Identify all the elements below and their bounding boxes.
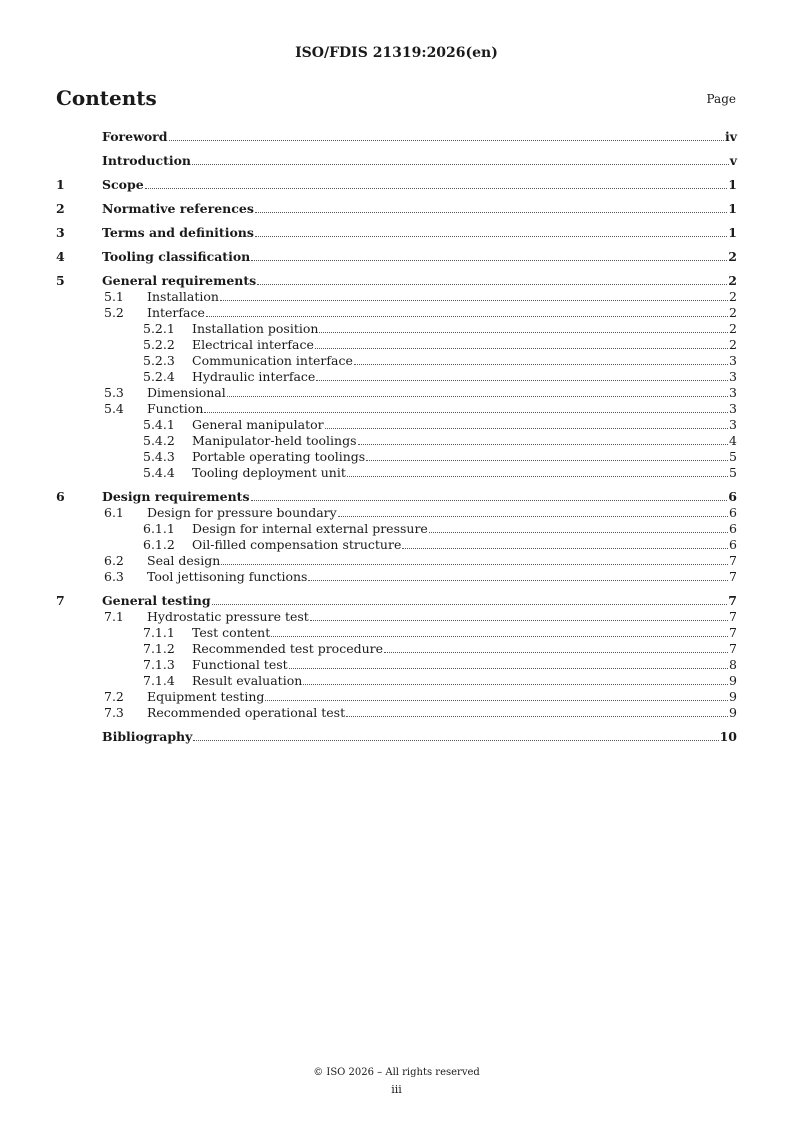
dot-leader <box>325 428 728 429</box>
dot-leader <box>402 548 728 549</box>
dot-leader <box>265 700 728 701</box>
dot-leader <box>271 636 728 637</box>
toc-entry-title: Recommended test procedure <box>192 641 384 656</box>
toc-entry-title: Recommended operational test <box>147 705 346 720</box>
toc-entry-page: 2 <box>728 249 737 264</box>
toc-entry-page: 2 <box>729 305 737 320</box>
toc-entry[interactable] <box>56 729 737 745</box>
toc-entry-page: v <box>729 153 737 168</box>
toc-entry-number: 6.2 <box>104 553 124 568</box>
dot-leader <box>257 284 727 285</box>
toc-entry-page: 5 <box>729 449 737 464</box>
dot-leader <box>316 380 728 381</box>
toc-entry-title: Foreword <box>102 129 168 144</box>
toc-entry-title: Test content <box>192 625 271 640</box>
toc-entry-title: Tooling deployment unit <box>192 465 346 480</box>
toc-entry-number: 5.4.1 <box>143 417 175 432</box>
toc-entry-number: 6.1 <box>104 505 124 520</box>
toc-entry-page: 1 <box>728 201 737 216</box>
toc-entry-number: 4 <box>56 249 65 264</box>
toc-entry[interactable] <box>56 689 737 705</box>
dot-leader <box>255 212 727 213</box>
toc-entry[interactable] <box>56 273 737 289</box>
toc-entry[interactable] <box>56 553 737 569</box>
dot-leader <box>347 476 728 477</box>
dot-leader <box>204 412 728 413</box>
toc-entry-page: 5 <box>729 465 737 480</box>
toc-entry-page: 9 <box>729 705 737 720</box>
toc-entry-page: 6 <box>729 537 737 552</box>
toc-entry-page: 7 <box>729 625 737 640</box>
toc-entry[interactable] <box>56 177 737 193</box>
toc-entry-number: 5.4.4 <box>143 465 175 480</box>
toc-entry-page: iv <box>724 129 737 144</box>
toc-entry-number: 2 <box>56 201 65 216</box>
toc-entry-page: 2 <box>729 289 737 304</box>
toc-entry-number: 6.1.2 <box>143 537 175 552</box>
toc-entry-page: 9 <box>729 673 737 688</box>
dot-leader <box>220 300 728 301</box>
toc-entry-title: Functional test <box>192 657 288 672</box>
toc-entry-number: 7 <box>56 593 65 608</box>
toc-entry[interactable] <box>56 417 737 433</box>
page-column-label: Page <box>706 92 736 106</box>
toc-entry-number: 5.2.2 <box>143 337 175 352</box>
dot-leader <box>358 444 729 445</box>
toc-entry-page: 7 <box>729 569 737 584</box>
toc-entry-title: Manipulator-held toolings <box>192 433 357 448</box>
toc-entry-page: 9 <box>729 689 737 704</box>
dot-leader <box>251 260 727 261</box>
toc-entry-title: Scope <box>102 177 144 192</box>
toc-entry-number: 3 <box>56 225 65 240</box>
toc-entry-number: 7.3 <box>104 705 124 720</box>
dot-leader <box>310 620 728 621</box>
toc-entry-number: 7.1 <box>104 609 124 624</box>
dot-leader <box>206 316 728 317</box>
dot-leader <box>429 532 728 533</box>
dot-leader <box>255 236 727 237</box>
dot-leader <box>221 564 728 565</box>
toc-entry-number: 7.1.1 <box>143 625 175 640</box>
toc-entry[interactable] <box>56 129 737 145</box>
toc-entry-page: 7 <box>728 593 737 608</box>
toc-entry-title: Hydrostatic pressure test <box>147 609 309 624</box>
dot-leader <box>145 188 728 189</box>
page-number: iii <box>391 1083 402 1096</box>
toc-entry[interactable] <box>56 369 737 385</box>
toc-entry-page: 6 <box>729 505 737 520</box>
toc-entry-number: 5.2.1 <box>143 321 175 336</box>
toc-entry-page: 7 <box>729 609 737 624</box>
toc-entry-title: General testing <box>102 593 211 608</box>
dot-leader <box>338 516 728 517</box>
toc-entry-title: Design requirements <box>102 489 250 504</box>
toc-entry-title: Bibliography <box>102 729 193 744</box>
toc-entry[interactable] <box>56 249 737 265</box>
toc-entry-number: 7.1.2 <box>143 641 175 656</box>
dot-leader <box>308 580 728 581</box>
toc-entry-number: 5.2.3 <box>143 353 175 368</box>
toc-entry[interactable] <box>56 401 737 417</box>
toc-entry[interactable] <box>56 505 737 521</box>
toc-entry-number: 7.2 <box>104 689 124 704</box>
toc-entry[interactable] <box>56 641 737 657</box>
toc-entry[interactable] <box>56 657 737 673</box>
toc-entry-title: Seal design <box>147 553 221 568</box>
toc-entry-number: 5.4.3 <box>143 449 175 464</box>
toc-entry-title: Dimensional <box>147 385 226 400</box>
toc-entry[interactable] <box>56 625 737 641</box>
toc-entry[interactable] <box>56 489 737 505</box>
toc-entry-page: 4 <box>729 433 737 448</box>
toc-entry-page: 1 <box>728 177 737 192</box>
toc-entry[interactable] <box>56 537 737 553</box>
toc-entry-page: 3 <box>729 353 737 368</box>
toc-entry-page: 3 <box>729 369 737 384</box>
toc-entry-page: 7 <box>729 641 737 656</box>
toc-entry[interactable] <box>56 433 737 449</box>
dot-leader <box>315 348 728 349</box>
toc-entry-number: 5.2.4 <box>143 369 175 384</box>
toc-entry[interactable] <box>56 521 737 537</box>
toc-entry-title: Terms and definitions <box>102 225 254 240</box>
toc-entry[interactable] <box>56 321 737 337</box>
dot-leader <box>193 740 718 741</box>
toc-entry[interactable] <box>56 201 737 217</box>
toc-entry-number: 7.1.4 <box>143 673 175 688</box>
toc-entry-title: Portable operating toolings <box>192 449 366 464</box>
toc-entry-title: General manipulator <box>192 417 324 432</box>
dot-leader <box>192 164 729 165</box>
dot-leader <box>289 668 728 669</box>
document-header: ISO/FDIS 21319:2026(en) <box>295 45 498 61</box>
toc-entry-title: Tooling classification <box>102 249 251 264</box>
toc-entry[interactable] <box>56 449 737 465</box>
toc-entry-title: Design for internal external pressure <box>192 521 428 536</box>
toc-entry[interactable] <box>56 705 737 721</box>
toc-entry-title: Design for pressure boundary <box>147 505 337 520</box>
toc-entry[interactable] <box>56 289 737 305</box>
dot-leader <box>319 332 728 333</box>
toc-entry-page: 10 <box>719 729 737 744</box>
toc-entry[interactable] <box>56 465 737 481</box>
toc-entry-title: Tool jettisoning functions <box>147 569 308 584</box>
toc-entry-title: General requirements <box>102 273 257 288</box>
toc-entry-number: 6.3 <box>104 569 124 584</box>
toc-entry-page: 8 <box>729 657 737 672</box>
toc-entry-title: Function <box>147 401 204 416</box>
toc-entry-number: 5.3 <box>104 385 124 400</box>
toc-entry-page: 3 <box>729 401 737 416</box>
toc-entry-number: 1 <box>56 177 65 192</box>
dot-leader <box>251 500 728 501</box>
dot-leader <box>384 652 728 653</box>
toc-entry-page: 1 <box>728 225 737 240</box>
toc-entry[interactable] <box>56 385 737 401</box>
dot-leader <box>366 460 728 461</box>
toc-entry[interactable] <box>56 305 737 321</box>
toc-entry-number: 7.1.3 <box>143 657 175 672</box>
toc-entry-number: 5.4.2 <box>143 433 175 448</box>
dot-leader <box>212 604 728 605</box>
toc-entry-page: 3 <box>729 417 737 432</box>
toc-entry-title: Normative references <box>102 201 254 216</box>
toc-entry-page: 2 <box>728 273 737 288</box>
toc-entry-number: 5.1 <box>104 289 124 304</box>
toc-entry-title: Electrical interface <box>192 337 314 352</box>
toc-entry[interactable] <box>56 609 737 625</box>
toc-entry-title: Oil-filled compensation structure <box>192 537 402 552</box>
toc-entry[interactable] <box>56 353 737 369</box>
toc-entry-number: 5 <box>56 273 65 288</box>
toc-entry-page: 2 <box>729 321 737 336</box>
toc-entry-title: Result evaluation <box>192 673 303 688</box>
toc-entry[interactable] <box>56 673 737 689</box>
toc-entry[interactable] <box>56 153 737 169</box>
toc-entry-title: Introduction <box>102 153 192 168</box>
toc-entry-page: 6 <box>728 489 737 504</box>
dot-leader <box>169 140 724 141</box>
contents-title: Contents <box>56 86 157 110</box>
toc-entry-title: Equipment testing <box>147 689 265 704</box>
toc-entry-title: Interface <box>147 305 205 320</box>
toc-entry-title: Installation position <box>192 321 319 336</box>
dot-leader <box>303 684 728 685</box>
table-of-contents <box>56 129 737 745</box>
dot-leader <box>227 396 728 397</box>
toc-entry-page: 3 <box>729 385 737 400</box>
toc-entry-page: 7 <box>729 553 737 568</box>
toc-entry[interactable] <box>56 337 737 353</box>
copyright-footer: © ISO 2026 – All rights reserved <box>313 1067 480 1078</box>
toc-entry-number: 5.2 <box>104 305 124 320</box>
toc-entry-page: 6 <box>729 521 737 536</box>
toc-entry[interactable] <box>56 225 737 241</box>
toc-entry-title: Communication interface <box>192 353 353 368</box>
toc-entry[interactable] <box>56 569 737 585</box>
toc-entry-title: Hydraulic interface <box>192 369 316 384</box>
toc-entry-number: 6.1.1 <box>143 521 175 536</box>
toc-entry-page: 2 <box>729 337 737 352</box>
toc-entry-number: 5.4 <box>104 401 124 416</box>
dot-leader <box>354 364 728 365</box>
dot-leader <box>346 716 728 717</box>
toc-entry-title: Installation <box>147 289 219 304</box>
toc-entry[interactable] <box>56 593 737 609</box>
toc-entry-number: 6 <box>56 489 65 504</box>
